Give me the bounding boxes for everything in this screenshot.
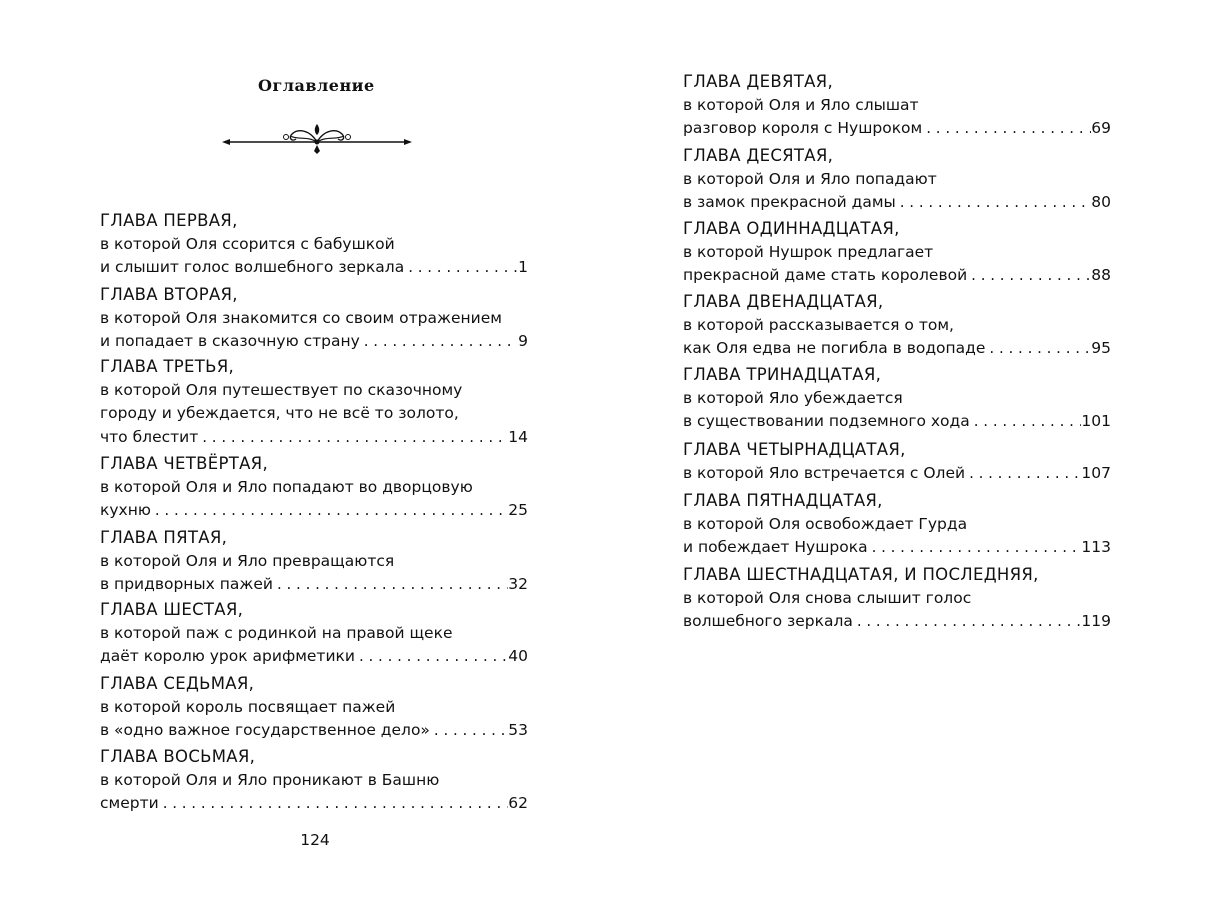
dot-leader: [151, 499, 508, 523]
chapter-heading: ГЛАВА СЕДЬМАЯ,: [100, 674, 255, 693]
chapter-description-text: что блестит: [100, 427, 199, 446]
chapter-description-text: и слышит голос волшебного зеркала: [100, 258, 405, 276]
toc-entry[interactable]: [683, 144, 1111, 215]
dot-leader: [967, 264, 1091, 288]
chapter-page-number: 40: [508, 647, 528, 665]
chapter-page-number: 101: [1081, 412, 1111, 430]
chapter-heading: ГЛАВА ТРЕТЬЯ,: [100, 357, 235, 376]
toc-entry[interactable]: [100, 209, 528, 280]
chapter-description-line: [100, 719, 528, 743]
chapter-description-text: даёт королю урок арифметики: [100, 647, 355, 665]
chapter-page-number: 107: [1081, 463, 1111, 482]
chapter-description-text: и попадает в сказочную страну: [100, 332, 360, 350]
chapter-description-line: в которой Нушрок предлагает: [683, 242, 934, 261]
chapter-description-line: [100, 573, 528, 597]
chapter-page-number: 62: [508, 794, 528, 812]
chapter-description-line: [683, 337, 1111, 361]
chapter-page-number: 88: [1091, 266, 1111, 284]
toc-entry[interactable]: [683, 489, 1111, 560]
chapter-description-line: в которой рассказывается о том,: [683, 315, 954, 334]
toc-entry[interactable]: [100, 526, 528, 597]
chapter-heading: ГЛАВА ШЕСТАЯ,: [100, 600, 244, 619]
chapter-description-text: волшебного зеркала: [683, 612, 853, 630]
chapter-description-line: [683, 536, 1111, 560]
flourish-divider-icon: [222, 118, 412, 158]
chapter-description-text: прекрасной даме стать королевой: [683, 266, 968, 284]
dot-leader: [159, 792, 509, 816]
chapter-description-text: кухню: [100, 501, 151, 519]
chapter-description-text: в которой Яло встречается с Олей: [683, 463, 966, 482]
chapter-page-number: 80: [1091, 193, 1111, 211]
dot-leader: [853, 610, 1082, 634]
chapter-description-line: городу и убеждается, что не всё то золото,: [100, 404, 459, 422]
chapter-description-line: [100, 426, 528, 450]
dot-leader: [896, 191, 1092, 215]
chapter-page-number: 53: [508, 721, 528, 739]
chapter-description-text: в придворных пажей: [100, 575, 273, 593]
chapter-description-line: в которой Оля освобождает Гурда: [683, 514, 968, 533]
chapter-description-line: [100, 499, 528, 523]
chapter-page-number: 25: [508, 501, 528, 519]
chapter-description-line: в которой Оля и Яло проникают в Башню: [100, 770, 440, 789]
dot-leader: [404, 256, 518, 280]
toc-entry[interactable]: [683, 217, 1111, 288]
chapter-description-line: в которой Оля и Яло попадают во дворцовую: [100, 477, 473, 496]
page-number: 124: [300, 831, 330, 849]
dot-leader: [360, 330, 518, 354]
chapter-description-line: в которой Яло убеждается: [683, 388, 903, 407]
chapter-heading: ГЛАВА ВТОРАЯ,: [100, 285, 238, 304]
toc-entry[interactable]: [100, 452, 528, 523]
dot-leader: [430, 719, 508, 743]
toc-entry[interactable]: [683, 438, 1111, 485]
left-page: [0, 0, 600, 905]
chapter-heading: ГЛАВА ДВЕНАДЦАТАЯ,: [683, 292, 884, 311]
dot-leader: [985, 337, 1091, 361]
right-page: [600, 0, 1215, 905]
chapter-description-text: в существовании подземного хода: [683, 412, 970, 430]
chapter-heading: ГЛАВА ЧЕТВЁРТАЯ,: [100, 454, 268, 473]
toc-entry[interactable]: [100, 598, 528, 669]
chapter-page-number: 119: [1081, 612, 1111, 630]
dot-leader: [922, 117, 1091, 141]
dot-leader: [965, 462, 1081, 486]
toc-entry[interactable]: [683, 563, 1111, 634]
chapter-description-text: разговор короля с Нушроком: [683, 119, 923, 137]
toc-entry[interactable]: [100, 283, 528, 354]
chapter-description-line: [100, 792, 528, 816]
chapter-page-number: 95: [1091, 339, 1111, 357]
chapter-description-line: в которой Оля и Яло попадают: [683, 169, 937, 188]
toc-entry[interactable]: [100, 745, 528, 816]
chapter-heading: ГЛАВА ОДИННАДЦАТАЯ,: [683, 219, 900, 238]
chapter-heading: ГЛАВА ДЕСЯТАЯ,: [683, 146, 834, 165]
chapter-description-line: в которой Оля знакомится со своим отражением: [100, 308, 502, 327]
chapter-description-text: в замок прекрасной дамы: [683, 193, 896, 211]
chapter-heading: ГЛАВА ПЯТНАДЦАТАЯ,: [683, 491, 883, 510]
chapter-description-text: в «одно важное государственное дело»: [100, 721, 430, 739]
chapter-heading: ГЛАВА ДЕВЯТАЯ,: [683, 72, 833, 91]
dot-leader: [273, 573, 508, 597]
dot-leader: [198, 426, 508, 450]
chapter-page-number: 1: [518, 258, 528, 276]
toc-entry[interactable]: [683, 70, 1111, 141]
chapter-description-line: [683, 410, 1111, 434]
chapter-heading: ГЛАВА ШЕСТНАДЦАТАЯ, И ПОСЛЕДНЯЯ,: [683, 565, 1039, 584]
toc-entry[interactable]: [100, 672, 528, 743]
chapter-description-line: [683, 191, 1111, 215]
chapter-description-line: в которой Оля и Яло слышат: [683, 95, 919, 114]
chapter-page-number: 32: [508, 575, 528, 593]
chapter-description-line: [683, 462, 1111, 486]
chapter-description-text: как Оля едва не погибла в водопаде: [683, 339, 986, 357]
chapter-page-number: 113: [1081, 538, 1111, 556]
chapter-description-line: [683, 264, 1111, 288]
chapter-description-line: в которой Оля снова слышит голос: [683, 588, 972, 607]
chapter-heading: ГЛАВА ЧЕТЫРНАДЦАТАЯ,: [683, 440, 906, 459]
dot-leader: [868, 536, 1082, 560]
chapter-page-number: 14: [508, 427, 528, 446]
chapter-page-number: 9: [518, 332, 528, 350]
chapter-heading: ГЛАВА ВОСЬМАЯ,: [100, 747, 256, 766]
chapter-heading: ГЛАВА ПЯТАЯ,: [100, 528, 228, 547]
chapter-description-line: в которой Оля путешествует по сказочному: [100, 380, 463, 399]
chapter-description-line: в которой Оля и Яло превращаются: [100, 551, 395, 570]
chapter-description-line: в которой Оля ссорится с бабушкой: [100, 234, 395, 253]
toc-entry[interactable]: [683, 363, 1111, 434]
toc-entry[interactable]: [683, 290, 1111, 361]
chapter-description-line: [100, 330, 528, 354]
chapter-description-text: и побеждает Нушрока: [683, 538, 868, 556]
chapter-description-text: смерти: [100, 794, 159, 812]
chapter-description-line: [100, 645, 528, 669]
chapter-description-line: [683, 610, 1111, 634]
chapter-description-line: в которой король посвящает пажей: [100, 697, 396, 716]
chapter-heading: ГЛАВА ТРИНАДЦАТАЯ,: [683, 365, 882, 384]
chapter-description-line: [100, 256, 528, 280]
dot-leader: [355, 645, 508, 669]
toc-title: Оглавление: [258, 76, 375, 95]
toc-entry[interactable]: [100, 355, 528, 449]
dot-leader: [970, 410, 1082, 434]
chapter-description-line: [683, 117, 1111, 141]
chapter-page-number: 69: [1091, 119, 1111, 137]
chapter-heading: ГЛАВА ПЕРВАЯ,: [100, 211, 238, 230]
chapter-description-line: в которой паж с родинкой на правой щеке: [100, 623, 453, 642]
